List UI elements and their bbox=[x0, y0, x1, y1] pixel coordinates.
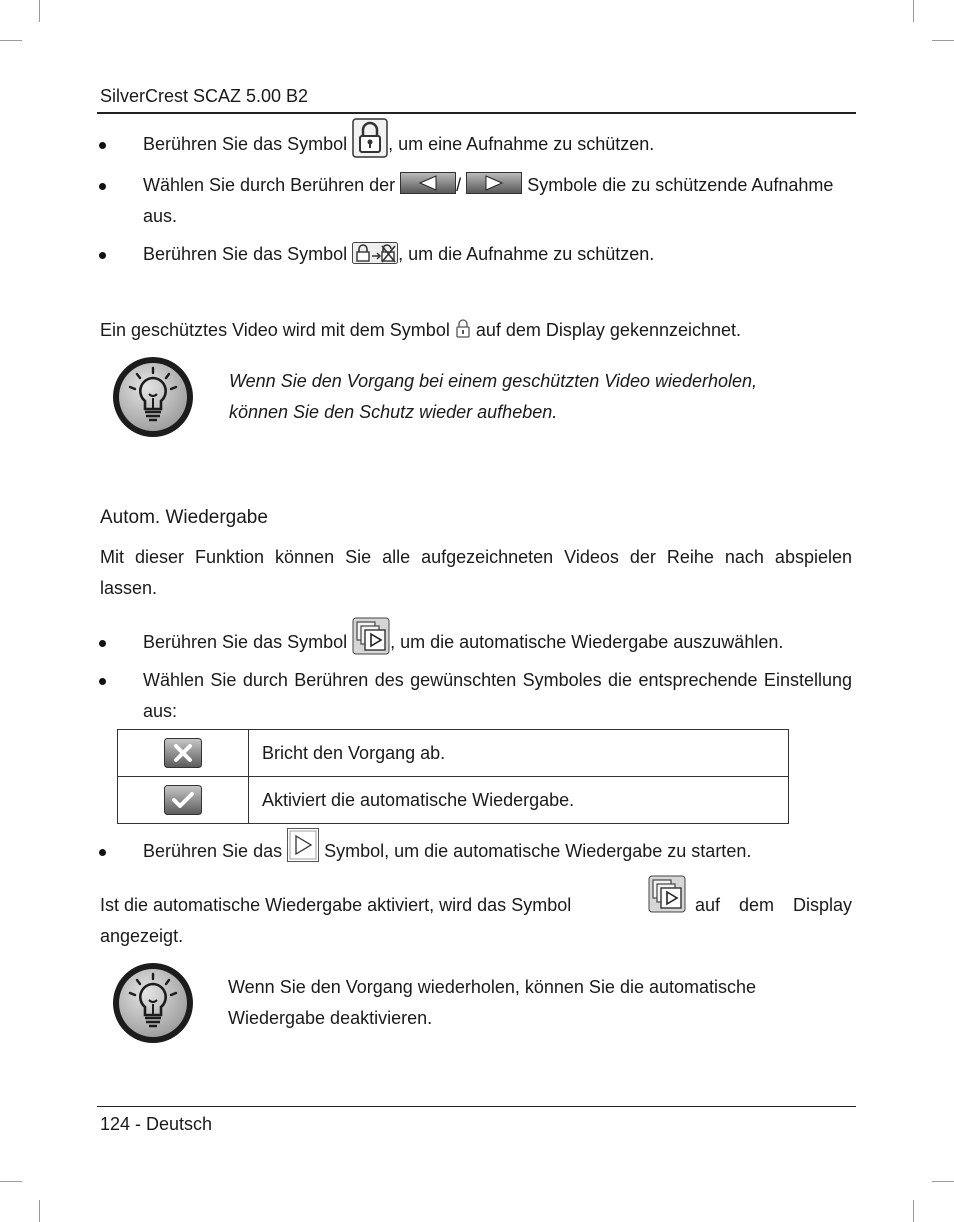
page-footer: 124 - Deutsch bbox=[100, 1114, 213, 1134]
confirm-check-icon bbox=[164, 785, 202, 815]
tip-2-line-2: Wiedergabe deaktivieren. bbox=[228, 1008, 433, 1028]
autoplay-active-line-2: angezeigt. bbox=[100, 926, 184, 946]
arrow-left-icon bbox=[400, 172, 456, 194]
table-row bbox=[118, 777, 789, 824]
autoplay-active-text bbox=[100, 890, 852, 952]
autoplay-active-post: auf dem Display bbox=[694, 895, 852, 915]
autoplay-bullet-1-pre: Berühren Sie das Symbol bbox=[143, 632, 348, 652]
table-icon-cell bbox=[118, 777, 249, 824]
protect-bullet-2 bbox=[143, 170, 852, 232]
autoplay-active-line-1 bbox=[100, 890, 852, 921]
protected-video-line bbox=[100, 315, 741, 346]
crop-mark bbox=[932, 1181, 954, 1182]
bullet-dot bbox=[99, 627, 106, 658]
autoplay-bullet-1 bbox=[143, 627, 783, 658]
lightbulb-tip-icon bbox=[111, 354, 195, 445]
crop-mark bbox=[932, 40, 954, 41]
bullet-dot bbox=[99, 836, 106, 867]
tip-1-line-2: können Sie den Schutz wieder aufheben. bbox=[229, 402, 558, 422]
autoplay-active-pre-text: Ist die automatische Wiedergabe aktiviert, wird das Symbol bbox=[100, 895, 572, 915]
autoplay-intro bbox=[100, 542, 852, 604]
options-table bbox=[117, 729, 789, 824]
crop-mark bbox=[913, 1200, 914, 1222]
small-lock-icon bbox=[455, 318, 471, 338]
protected-video-pre: Ein geschütztes Video wird mit dem Symbol bbox=[100, 320, 450, 340]
bullet-dot bbox=[99, 239, 106, 270]
autoplay-bullet-2-line-2: aus: bbox=[143, 701, 178, 721]
tip-2-text bbox=[228, 972, 756, 1034]
autoplay-icon bbox=[352, 617, 390, 655]
crop-mark bbox=[0, 1181, 22, 1182]
protect-bullet-2-sep: / bbox=[456, 175, 462, 195]
bullet-dot bbox=[99, 129, 106, 160]
autoplay-bullet-3 bbox=[143, 836, 751, 867]
table-desc-cell: Bricht den Vorgang ab. bbox=[249, 730, 789, 777]
autoplay-bullet-1-post: , um die automatische Wiedergabe auszuwählen. bbox=[390, 632, 784, 652]
bullet-dot bbox=[99, 665, 106, 696]
lightbulb-tip-icon bbox=[111, 960, 195, 1051]
table-desc-cell: Aktiviert die automatische Wiedergabe. bbox=[249, 777, 789, 824]
autoplay-bullet-3-pre: Berühren Sie das bbox=[143, 841, 283, 861]
crop-mark bbox=[913, 0, 914, 22]
protect-bullet-3 bbox=[143, 239, 654, 270]
lock-icon bbox=[352, 118, 388, 158]
autoplay-intro-line-1: Mit dieser Funktion können Sie alle aufgezeichneten Videos der Reihe nach abspielen bbox=[100, 547, 852, 567]
autoplay-bullet-2-line-1: Wählen Sie durch Berühren des gewünschten Symboles die entsprechende Einstellung bbox=[143, 670, 852, 690]
bullet-dot bbox=[99, 170, 106, 201]
table-row bbox=[118, 730, 789, 777]
autoplay-bullet-3-post: Symbol, um die automatische Wiedergabe zu starten. bbox=[324, 841, 752, 861]
lock-toggle-icon bbox=[352, 242, 398, 264]
play-icon bbox=[287, 828, 319, 862]
cancel-x-icon bbox=[164, 738, 202, 768]
table-icon-cell bbox=[118, 730, 249, 777]
protected-video-post: auf dem Display gekennzeichnet. bbox=[475, 320, 742, 340]
protect-bullet-3-post: , um die Aufnahme zu schützen. bbox=[398, 244, 655, 264]
tip-1-text bbox=[229, 366, 757, 428]
arrow-right-icon bbox=[466, 172, 522, 194]
protect-bullet-2-pre: Wählen Sie durch Berühren der bbox=[143, 175, 396, 195]
autoplay-intro-line-2: lassen. bbox=[100, 578, 158, 598]
header-rule bbox=[97, 112, 856, 114]
page-header: SilverCrest SCAZ 5.00 B2 bbox=[100, 86, 309, 106]
section-heading: Autom. Wiedergabe bbox=[100, 507, 268, 528]
autoplay-active-icon bbox=[648, 875, 686, 913]
crop-mark bbox=[39, 1200, 40, 1222]
footer-rule bbox=[97, 1106, 856, 1107]
crop-mark bbox=[39, 0, 40, 22]
protect-bullet-2-post: Symbole die zu schützende Aufnahme bbox=[527, 175, 834, 195]
protect-bullet-1-pre: Berühren Sie das Symbol bbox=[143, 134, 348, 154]
crop-mark bbox=[0, 40, 22, 41]
protect-bullet-2-line2: aus. bbox=[143, 206, 178, 226]
tip-1-line-1: Wenn Sie den Vorgang bei einem geschützten Video wiederholen, bbox=[229, 371, 758, 391]
protect-bullet-3-pre: Berühren Sie das Symbol bbox=[143, 244, 348, 264]
protect-bullet-1-post: , um eine Aufnahme zu schützen. bbox=[388, 134, 655, 154]
tip-2-line-1: Wenn Sie den Vorgang wiederholen, können Sie die automatische bbox=[228, 977, 757, 997]
autoplay-bullet-2 bbox=[143, 665, 852, 727]
autoplay-active-pre bbox=[100, 890, 640, 921]
protect-bullet-1 bbox=[143, 129, 654, 160]
